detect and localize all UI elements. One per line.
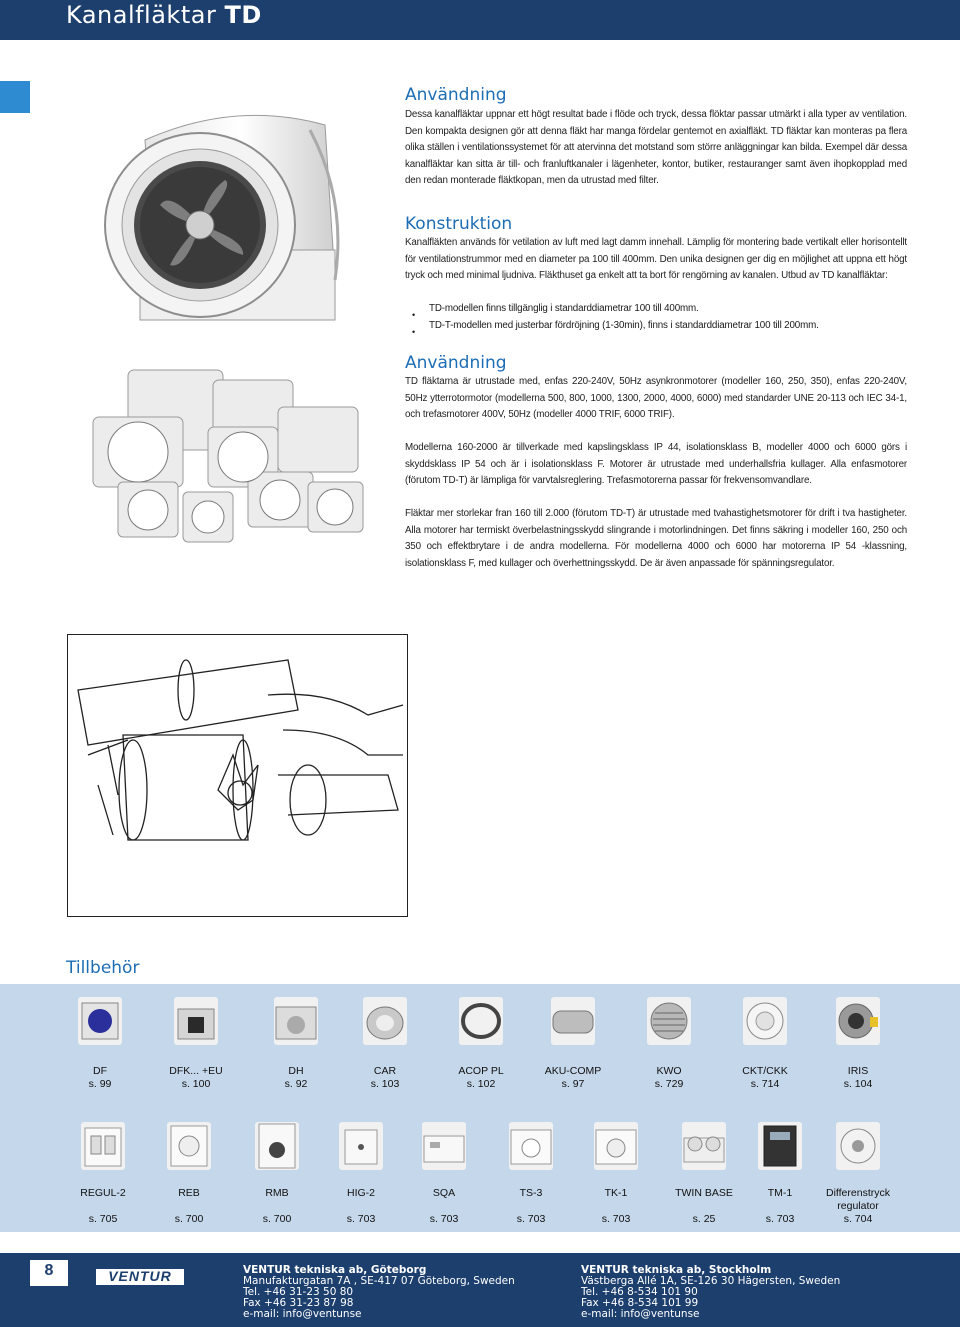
section-title-anvandning-2: Användning <box>405 353 507 373</box>
kwo-thumbnail-icon <box>647 997 691 1045</box>
tk-1-thumbnail-icon <box>594 1122 638 1170</box>
accessory-iris[interactable]: IRIS s. 104 <box>810 997 906 1091</box>
reb-thumbnail-icon <box>167 1122 211 1170</box>
dfk-thumbnail-icon <box>174 997 218 1045</box>
office-address: Manufakturgatan 7A , SE-417 07 Göteborg, Sweden <box>243 1275 515 1287</box>
accessory-regul-2[interactable]: REGUL-2 s. 705 <box>55 1122 151 1226</box>
accessory-differenstryck-regulator[interactable]: Differenstryck regulator s. 704 <box>810 1122 906 1226</box>
motor-paragraph-1: TD fläktarna är utrustade med, enfas 220-240V, 50Hz asynkronmotorer (modeller 160, 250, 350), enfas 220-240V, 50Hz ytterrotormotor (modellerna 500, 800, 1000, 1300, 2000, 4000, 6000) med standarder UNE 20-113 och IEC 34-1, och trefasmotorer 400V, 50Hz (modeller 4000 TRIF, 6000 TRIF). <box>405 376 907 421</box>
accessory-hig-2[interactable]: HIG-2 s. 703 <box>313 1122 409 1226</box>
ventur-logo-text: VENTUR <box>108 1268 172 1284</box>
accessory-car[interactable]: CAR s. 103 <box>337 997 433 1091</box>
office-stockholm <box>581 1265 840 1320</box>
section-title-anvandning: Användning <box>405 85 507 105</box>
accessory-sqa[interactable]: SQA s. 703 <box>396 1122 492 1226</box>
hig-2-thumbnail-icon <box>339 1122 383 1170</box>
rmb-thumbnail-icon <box>255 1122 299 1170</box>
office-fax: Fax +46 8-534 101 99 <box>581 1297 699 1309</box>
office-email: e-mail: info@ventunse <box>243 1308 362 1320</box>
office-name: VENTUR tekniska ab, Stockholm <box>581 1264 772 1276</box>
aku-comp-thumbnail-icon <box>551 997 595 1045</box>
regul-2-thumbnail-icon <box>81 1122 125 1170</box>
ts-3-thumbnail-icon <box>509 1122 553 1170</box>
inline-fan-image <box>85 80 375 335</box>
office-fax: Fax +46 31-23 87 98 <box>243 1297 354 1309</box>
sqa-thumbnail-icon <box>422 1122 466 1170</box>
office-tel: Tel. +46 31-23 50 80 <box>243 1286 354 1298</box>
konstruktion-bullet-list <box>405 301 907 334</box>
page-title: Kanalfläktar TD <box>66 1 262 29</box>
accessory-dh[interactable]: DH s. 92 <box>248 997 344 1091</box>
accessory-df[interactable]: DF s. 99 <box>52 997 148 1091</box>
office-name: VENTUR tekniska ab, Göteborg <box>243 1264 427 1276</box>
accessory-tm-1[interactable]: TM-1 s. 703 <box>732 1122 828 1226</box>
page-number: 8 <box>44 1262 54 1279</box>
installation-diagram <box>67 634 408 917</box>
motor-paragraph-2: Modellerna 160-2000 är tillverkade med kapslingsklass IP 44, isolationsklass B, modeller 4000 och 6000 görs i skyddsklass IP 54 och är i isolationsklass F. Motorer är utrustade med underhallsfria kullager. Alla enfasmotorer (förutom TD-T) är lämpliga för varvtalsreglering. Trefasmotorerna passar för frekvensomvandlare. <box>405 442 907 487</box>
office-email: e-mail: info@ventunse <box>581 1308 700 1320</box>
accessory-aku-comp[interactable]: AKU-COMP s. 97 <box>525 997 621 1091</box>
accessory-dfk-eu[interactable]: DFK... +EU s. 100 <box>148 997 244 1091</box>
motor-paragraph-3: Fläktar mer storlekar fran 160 till 2.000 (förutom TD-T) är utrustade med tvahastighetsmotorer för drift i tva hastigheter. Alla motorer har termiskt överbelastningsskydd slingrande i motorlindningen. Det finns säkring i modeller 160, 250 och 350 och effektbrytare i de andra modellerna. För modellerna 4000 och 6000 har motorerna IP 54 -klassning, isolationsklass F, med kullager och överhettningsskydd. De är även anpassade för spänningsregulator. <box>405 508 907 569</box>
accessory-tk-1[interactable]: TK-1 s. 703 <box>568 1122 664 1226</box>
bullet-item: • TD-T-modellen med justerbar fördröjning (1-30min), finns i standarddiametrar 100 till 200mm. <box>405 318 907 335</box>
iris-thumbnail-icon <box>836 997 880 1045</box>
ckt-ckk-thumbnail-icon <box>743 997 787 1045</box>
accessory-ts-3[interactable]: TS-3 s. 703 <box>483 1122 579 1226</box>
dh-thumbnail-icon <box>274 997 318 1045</box>
accessory-acop-pl[interactable]: ACOP PL s. 102 <box>433 997 529 1091</box>
anvandning-paragraph: Dessa kanalfläktar uppnar ett högt resultat bade i flöde och tryck, dessa flöktar passar utmärkt i alla typer av ventilation. Den kompakta designen gör att denna fläkt har manga fördelar gentemot en axialfläkt. TD fläktar kan monteras pa flera olika ställen i ventilationssystemet för att atervinna det motstand som större anläggningar kan bilda. Exempel där dessa kanalfläktar kan sitta är till- och franluftkanaler i lägenheter, kontor, butiker, restauranger samt även ihopkopplad med den redan monterade fläktkopan, men da utrustad med filter. <box>405 109 907 187</box>
twin-base-thumbnail-icon <box>682 1122 726 1170</box>
accessory-twin-base[interactable]: TWIN BASE s. 25 <box>656 1122 752 1226</box>
acop-pl-thumbnail-icon <box>459 997 503 1045</box>
car-thumbnail-icon <box>363 997 407 1045</box>
bullet-item: • TD-modellen finns tillgänglig i standarddiametrar 100 till 400mm. <box>405 301 907 318</box>
fan-range-image <box>88 362 388 557</box>
accessory-reb[interactable]: REB s. 700 <box>141 1122 237 1226</box>
differenstryck-thumbnail-icon <box>836 1122 880 1170</box>
side-tab-marker <box>0 81 30 113</box>
accessory-rmb[interactable]: RMB s. 700 <box>229 1122 325 1226</box>
konstruktion-paragraph: Kanalfläkten används för vetilation av luft med lagt damm innehall. Lämplig för montering bade vertikalt eller horisontellt för ventilationstrummor med en diameter pa 100 till 400mm. Den unika designen ger dig en möjlighet att uppna ett högt tryck och med minimal ljudniva. Fläkthuset ga enkelt att ta bort för rengörning av kanalen. Utbud av TD kanalfläktar: <box>405 237 907 282</box>
office-address: Västberga Allé 1A, SE-126 30 Hägersten, Sweden <box>581 1275 841 1287</box>
df-thumbnail-icon <box>78 997 122 1045</box>
accessories-title: Tillbehör <box>66 958 140 978</box>
accessory-kwo[interactable]: KWO s. 729 <box>621 997 717 1091</box>
office-tel: Tel. +46 8-534 101 90 <box>581 1286 698 1298</box>
office-goteborg <box>243 1265 515 1320</box>
tm-1-thumbnail-icon <box>758 1122 802 1170</box>
section-title-konstruktion: Konstruktion <box>405 214 513 234</box>
accessory-ckt-ckk[interactable]: CKT/CKK s. 714 <box>717 997 813 1091</box>
